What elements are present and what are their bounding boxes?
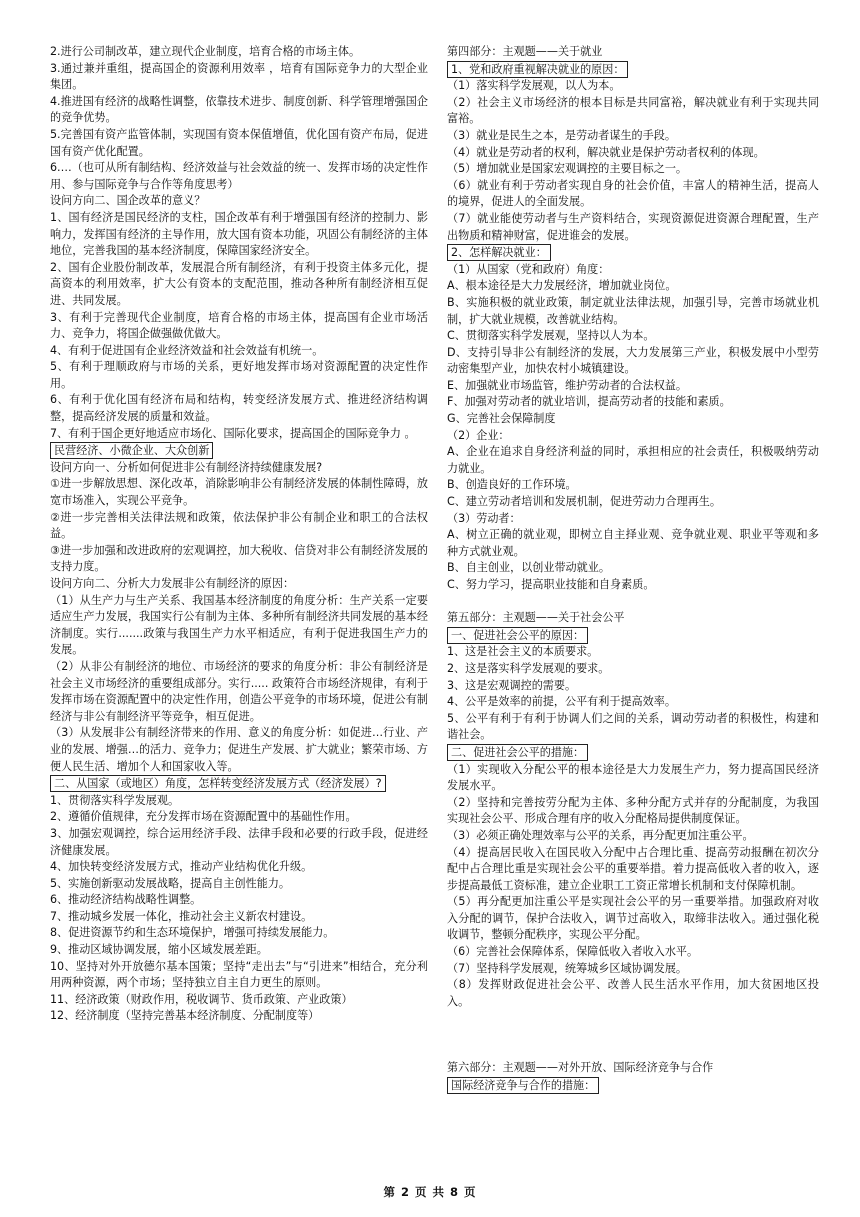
text-paragraph: （6）就业有利于劳动者实现自身的社会价值，丰富人的精神生活，提高人的境界，促进人的全面发展。: [447, 178, 819, 209]
text-paragraph: 3、有利于完善现代企业制度，培育合格的市场主体，提高国有企业市场活力、竞争力，将国企做强做优做大。: [50, 310, 428, 341]
text-paragraph: 设问方向二、分析大力发展非公有制经济的原因：: [50, 577, 295, 590]
text-paragraph: 2.进行公司制改革，建立现代企业制度，培育合格的市场主体。: [50, 45, 361, 58]
text-paragraph: 5、公平有利于有利于协调人们之间的关系，调动劳动者的积极性，构建和谐社会。: [447, 711, 819, 742]
text-paragraph: 6、有利于优化国有经济布局和结构，转变经济发展方式、推进经济结构调整，提高经济发展的质量和效益。: [50, 393, 428, 424]
text-paragraph: 6、推动经济结构战略性调整。: [50, 893, 202, 907]
text-paragraph: 2、国有企业股份制改革，发展混合所有制经济，有利于投资主体多元化，提高资本的利用效率，扩大公有资本的支配范围，推动各种所有制经济相互促进、共同发展。: [50, 260, 428, 307]
text-paragraph: （2）坚持和完善按劳分配为主体、多种分配方式并存的分配制度，为我国实现社会公平、形成合理有序的收入分配格局提供制度保证。: [447, 795, 819, 826]
text-paragraph: D、支持引导非公有制经济的发展，大力发展第三产业，积极发展中小型劳动密集型产业，加快农村小城镇建设。: [447, 345, 819, 376]
text-paragraph: ①进一步解放思想、深化改革，消除影响非公有制经济发展的体制性障碍，放宽市场准入，实现公平竞争。: [50, 477, 428, 508]
text-paragraph: （5）再分配更加注重公平是实现社会公平的另一重要举措。加强政府对收入分配的调节，保护合法收入，调节过高收入，取缔非法收入。通过强化税收调节，整顿分配秩序，实现公平分配。: [447, 895, 819, 942]
boxed-heading-text: 一、促进社会公平的原因：: [447, 627, 588, 644]
text-paragraph: （2）社会主义市场经济的根本目标是共同富裕，解决就业有利于实现共同富裕。: [447, 95, 819, 126]
boxed-heading-text: 二、从国家（或地区）角度，怎样转变经济发展方式（经济发展）?: [50, 775, 386, 792]
text-paragraph: （7）就业能使劳动者与生产资料结合，实现资源促进资源合理配置，生产出物质和精神财富，促进谁会的发展。: [447, 211, 819, 242]
text-paragraph: 4.推进国有经济的战略性调整，依靠技术进步、制度创新、科学管理增强国企的竞争优势。: [50, 94, 428, 125]
text-paragraph: 4、公平是效率的前提，公平有利于提高效率。: [447, 695, 676, 709]
text-paragraph: 4、有利于促进国有企业经济效益和社会效益有机统一。: [50, 343, 324, 357]
text-paragraph: （3）劳动者：: [447, 511, 521, 525]
text-paragraph: G、完善社会保障制度: [447, 412, 556, 426]
text-paragraph: 2、遵循价值规律，充分发挥市场在资源配置中的基础性作用。: [50, 810, 357, 824]
text-paragraph: 1、国有经济是国民经济的支柱，国企改革有利于增强国有经济的控制力、影响力，发挥国有经济的主导作用，放大国有资本功能，巩固公有制经济的主体地位，完善我国的基本经济制度，保障国家经济安全。: [50, 210, 428, 258]
boxed-heading-text: 二、促进社会公平的措施：: [447, 744, 588, 761]
text-paragraph: A、根本途径是大力发展经济，增加就业岗位。: [447, 279, 677, 293]
text-paragraph: 7、推动城乡发展一体化，推动社会主义新农村建设。: [50, 909, 313, 923]
page-footer: 第 2 页 共 8 页: [383, 1185, 477, 1199]
text-paragraph: （6）完善社会保障体系，保障低收入者收入水平。: [447, 945, 699, 959]
text-paragraph: 1、贯彻落实科学发展观。: [50, 793, 180, 807]
text-paragraph: C、贯彻落实科学发展观，坚持以人为本。: [447, 329, 655, 343]
text-paragraph: （2）从非公有制经济的地位、市场经济的要求的角度分析：非公有制经济是社会主义市场经济的重要组成部分。实行..... 政策符合市场经济规律，有利于发挥市场在资源配置中的决定性作用，创造公平竞争的市场环境，促进公有制经济与非公有制经济平等竞争，相互促进。: [50, 659, 428, 723]
section-heading: [50, 442, 428, 460]
text-paragraph: 9、推动区域协调发展，缩小区域发展差距。: [50, 943, 268, 957]
text-paragraph: （3）必须正确处理效率与公平的关系，再分配更加注重公平。: [447, 828, 754, 842]
section-heading: [447, 244, 819, 262]
text-paragraph: （8）发挥财政促进社会公平、改善人民生活水平作用，加大贫困地区投入。: [447, 978, 819, 1008]
spacer: [447, 1043, 819, 1060]
text-paragraph: B、实施积极的就业政策，制定就业法律法规，加强引导，完善市场就业机制，扩大就业规模，改善就业结构。: [447, 295, 819, 326]
text-paragraph: （1）落实科学发展观，以人为本。: [447, 79, 621, 93]
text-paragraph: A、树立正确的就业观，即树立自主择业观、竞争就业观、职业平等观和多种方式就业观。: [447, 528, 819, 558]
text-paragraph: C、努力学习，提高职业技能和自身素质。: [447, 578, 655, 591]
text-paragraph: （5）增加就业是国家宏观调控的主要目标之一。: [447, 162, 688, 176]
text-paragraph: ③进一步加强和改进政府的宏观调控，加大税收、信贷对非公有制经济发展的支持力度。: [50, 543, 428, 574]
text-paragraph: B、自主创业，以创业带动就业。: [447, 561, 610, 575]
text-paragraph: 设问方向二、国企改革的意义？: [50, 194, 206, 208]
text-paragraph: （7）坚持科学发展观，统筹城乡区域协调发展。: [447, 961, 688, 975]
text-paragraph: 第六部分：主观题——对外开放、国际经济竞争与合作: [447, 1061, 714, 1075]
text-paragraph: A、企业在追求自身经济利益的同时，承担相应的社会责任，积极吸纳劳动力就业。: [447, 445, 819, 475]
text-paragraph: （3）就业是民生之本，是劳动者谋生的手段。: [447, 128, 676, 142]
text-paragraph: （2）企业：: [447, 428, 510, 442]
spacer: [447, 594, 819, 611]
text-paragraph: （1）从国家（党和政府）角度：: [447, 262, 610, 276]
text-paragraph: （4）就业是劳动者的权利，解决就业是保护劳动者权利的体现。: [447, 145, 765, 159]
text-paragraph: 4、加快转变经济发展方式，推动产业结构优化升级。: [50, 860, 313, 874]
text-paragraph: 6.…（也可从所有制结构、经济效益与社会效益的统一、发挥市场的决定性作用、参与国际竞争与合作等角度思考）: [50, 161, 428, 191]
text-paragraph: 12、经济制度（坚持完善基本经济制度、分配制度等）: [50, 1009, 320, 1023]
text-paragraph: 11、经济政策（财政作用，税收调节、货币政策、产业政策）: [50, 992, 353, 1006]
text-paragraph: 2、这是落实科学发展观的要求。: [447, 661, 610, 675]
text-paragraph: 3.通过兼并重组，提高国企的资源利用效率 ，培育有国际竞争力的大型企业集团。: [50, 61, 428, 92]
text-paragraph: 10、坚持对外开放德尔基本国策；坚持“走出去”与“引进来”相结合，充分利用两种资源，两个市场；坚持独立自主自力更生的原则。: [50, 959, 428, 990]
text-paragraph: （4）提高居民收入在国民收入分配中占合理比重、提高劳动报酬在初次分配中占合理比重是实现社会公平的重要举措。着力提高低收入者的收入，逐步提高最低工资标准，建立企业职工工资正常增长机制和支付保障机制。: [447, 845, 819, 892]
boxed-heading-text: 2、怎样解决就业：: [447, 244, 551, 261]
text-paragraph: ②进一步完善相关法律法规和政策，依法保护非公有制企业和职工的合法权益。: [50, 510, 428, 541]
boxed-heading-text: 民营经济、小微企业、大众创新: [50, 442, 213, 459]
text-paragraph: 7、有利于国企更好地适应市场化、国际化要求，提高国企的国际竞争力 。: [50, 426, 416, 440]
section-heading: [50, 775, 428, 793]
section-heading: [447, 744, 819, 762]
text-paragraph: 第五部分：主观题——关于社会公平: [447, 611, 625, 625]
text-paragraph: （1）从生产力与生产关系、我国基本经济制度的角度分析：生产关系一定要适应生产力发展，我国实行公有制为主体、多种所有制经济共同发展的基本经济制度。实行.......政策与我国生产力水平相适应，有利于促进我国生产力的发展。: [50, 593, 428, 657]
section-heading: [447, 627, 819, 645]
text-paragraph: 3、这是宏观调控的需要。: [447, 678, 577, 692]
text-paragraph: 5、实施创新驱动发展战略，提高自主创性能力。: [50, 876, 291, 890]
text-paragraph: （3）从发展非公有制经济带来的作用、意义的角度分析：如促进…行业、产业的发展、增强…的活力、竞争力；促进生产发展、扩大就业；繁荣市场、方便人民生活、增加个人和国家收入等。: [50, 726, 428, 773]
text-paragraph: 5、有利于理顺政府与市场的关系，更好地发挥市场对资源配置的决定性作用。: [50, 360, 428, 390]
spacer: [447, 1010, 819, 1043]
text-paragraph: （1）实现收入分配公平的根本途径是大力发展生产力，努力提高国民经济发展水平。: [447, 762, 819, 793]
section-heading: [447, 61, 819, 79]
boxed-heading-text: 1、党和政府重视解决就业的原因：: [447, 61, 628, 78]
left-column: [50, 44, 428, 1025]
text-paragraph: 第四部分：主观题——关于就业: [447, 45, 603, 58]
text-paragraph: F、加强对劳动者的就业培训，提高劳动者的技能和素质。: [447, 395, 731, 409]
text-paragraph: 设问方向一、分析如何促进非公有制经济持续健康发展?: [50, 460, 323, 474]
right-column: [447, 44, 819, 1094]
text-paragraph: 5.完善国有资产监管体制，实现国有资本保值增值，优化国有资产布局，促进国有资产优化配置。: [50, 127, 428, 158]
text-paragraph: B、创造良好的工作环境。: [447, 478, 577, 492]
section-heading: [447, 1077, 819, 1095]
text-paragraph: C、建立劳动者培训和发展机制，促进劳动力合理再生。: [447, 495, 721, 509]
text-paragraph: E、加强就业市场监管，维护劳动者的合法权益。: [447, 378, 687, 392]
text-paragraph: 3、加强宏观调控，综合运用经济手段、法律手段和必要的行政手段，促进经济健康发展。: [50, 826, 428, 857]
text-paragraph: 8、促进资源节约和生态环境保护，增强可持续发展能力。: [50, 926, 335, 940]
boxed-heading-text: 国际经济竞争与合作的措施：: [447, 1077, 599, 1094]
text-paragraph: 1、这是社会主义的本质要求。: [447, 645, 599, 659]
